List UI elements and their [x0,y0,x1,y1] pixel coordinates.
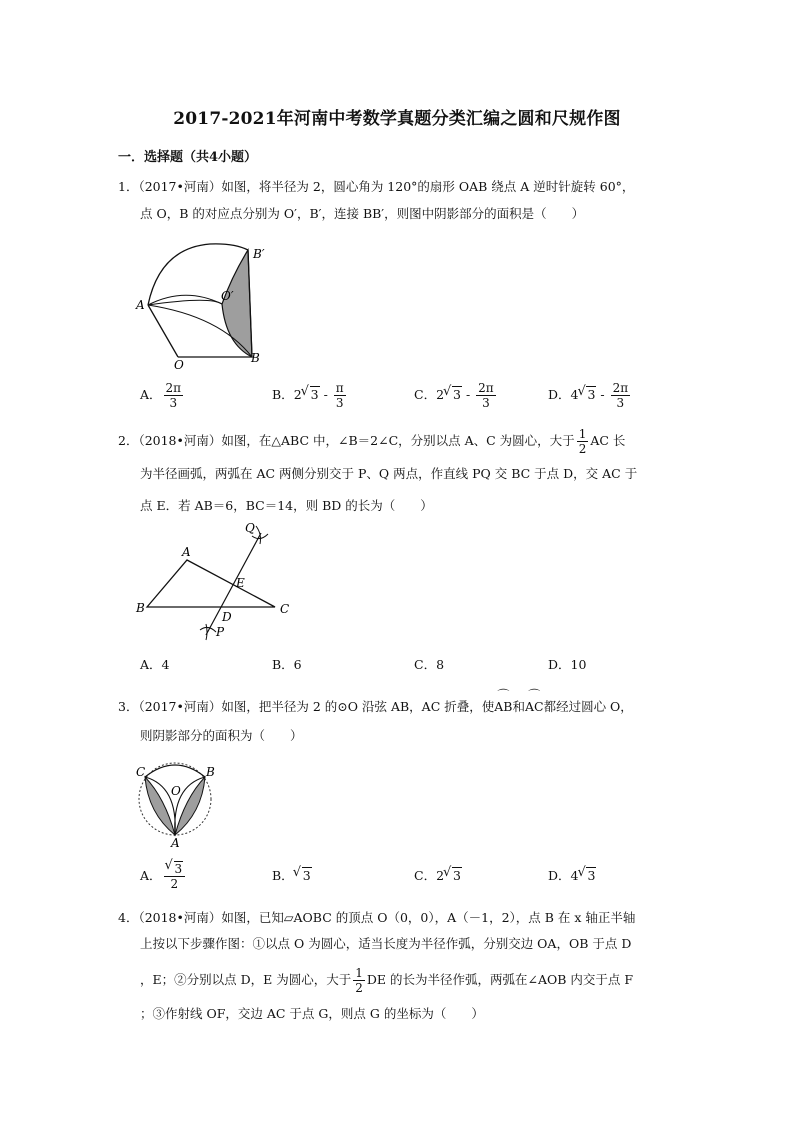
q3-arc-ac-symbol: ⌒ AC [525,692,544,722]
q2-choice-a[interactable]: A．4 [140,657,170,672]
q2-label-a: A [182,545,191,559]
q3-choice-b[interactable]: B．√ 3 [272,866,312,884]
q1-label-bprime: B′ [253,247,265,261]
q2-label-b: B [136,601,145,615]
q2-figure [130,520,300,645]
q1-choice-d[interactable]: D．4√ 3 - $\frac{2\pi}{3}$ [548,381,632,410]
q1-line1: 1．（2017•河南）如图，将半径为 2，圆心角为 120°的扇形 OAB 绕点 A 逆时针旋转 60°， [118,179,635,194]
q4-line3: ，E；②分别以点 D，E 为圆心，大于 $\frac{1}{2}$ DE 的长为半径作弧，两弧在∠AOB 内交于点 F [140,966,634,995]
q3-figure [130,758,225,848]
q2-line-pq [206,533,261,635]
q1-line2: 点 O，B 的对应点分别为 O′，B′，连接 BB′，则图中阴影部分的面积是（ ） [140,206,585,221]
section-heading: 一．选择题（共4小题） [118,150,258,165]
q3-label-a: A [171,836,180,848]
q2-label-q: Q [245,521,255,535]
q3-arc-ab-symbol: ⌒ AB [494,692,512,722]
q4-line1: 4．（2018•河南）如图，已知▱AOBC 的顶点 O（0，0），A（－1，2），点 B 在 x 轴正半轴 [118,910,636,925]
q3-choice-a[interactable]: A． √ $\frac{3}{2}$ [140,862,187,891]
q2-label-p: P [216,625,225,639]
q3-choice-c[interactable]: C．2√ 3 [414,866,462,884]
q3-label-c: C [136,765,146,779]
q1-choice-c[interactable]: C．2√ 3 - $\frac{2\pi}{3}$ [414,381,498,410]
q1-label-b: B [251,351,260,365]
q1-label-a: A [136,298,145,312]
q4-line4: ；③作射线 OF，交边 AC 于点 G，则点 G 的坐标为（ ） [140,1006,484,1021]
page-title: 2017-2021年河南中考数学真题分类汇编之圆和尺规作图 [173,109,621,129]
q2-choice-d[interactable]: D．10 [548,657,587,672]
q1-choice-b[interactable]: B．2√ 3 - $\frac{\pi}{3}$ [272,381,348,410]
q3-line2: 则阴影部分的面积为（ ） [140,728,303,743]
q3-arc-top [145,765,205,777]
q2-triangle [147,560,275,607]
q4-line2: 上按以下步骤作图：①以点 O 为圆心，适当长度为半径作弧，分别交边 OA，OB 于点 D [140,936,632,951]
q2-choice-b[interactable]: B．6 [272,657,302,672]
q2-label-d: D [222,610,232,624]
q2-label-c: C [280,602,290,616]
q2-label-e: E [236,576,245,590]
q2-line3: 点 E．若 AB＝6，BC＝14，则 BD 的长为（ ） [140,498,433,513]
q1-choice-a[interactable]: A． $\frac{2\pi}{3}$ [140,381,182,410]
q1-figure [130,236,280,371]
q1-label-oprime: O′ [221,289,234,303]
q1-label-o: O [174,358,184,371]
q2-line1: 2．（2018•河南）如图，在△ABC 中，∠B＝2∠C，分别以点 A、C 为圆心，大于 $\frac{1}{2}$ AC 长 [118,427,626,456]
q3-label-o: O [171,784,181,798]
q2-choice-c[interactable]: C．8 [414,657,445,672]
q2-line2: 为半径画弧，两弧在 AC 两侧分别交于 P、Q 两点，作直线 PQ 交 BC 于点 D，交 AC 于 [140,466,638,481]
q3-line1: 3．（2017•河南）如图，把半径为 2 的⊙O 沿弦 AB，AC 折叠，使⌒ AB和⌒ AC都经过圆心 O， [118,692,688,722]
q3-label-b: B [206,765,215,779]
q3-choice-d[interactable]: D．4√ 3 [548,866,596,884]
q2-arc-p2 [206,624,207,640]
q1-radius-oa [148,305,178,357]
